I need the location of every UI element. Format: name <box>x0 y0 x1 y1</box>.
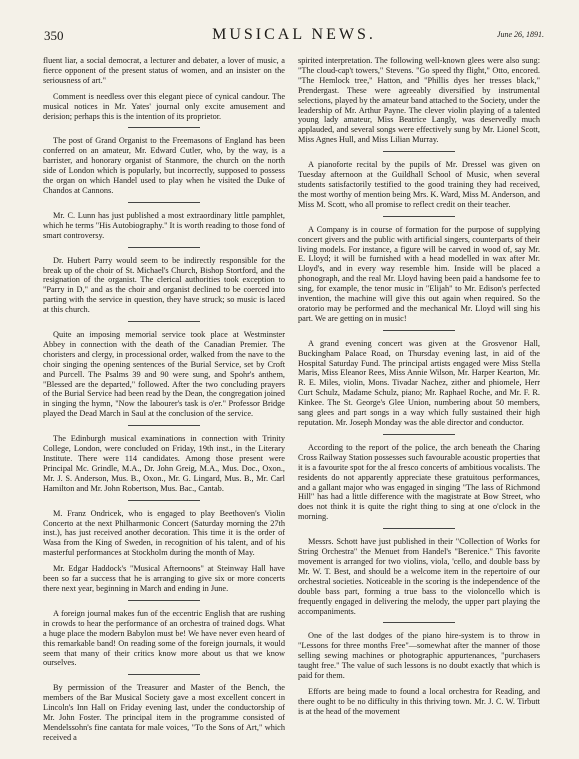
section-divider <box>383 528 455 529</box>
section-divider <box>383 622 455 623</box>
paragraph: fluent liar, a social democrat, a lecturer and debater, a lover of music, a fierce opponent of the present status of women, and an insister on the seriousness of art." <box>43 56 285 85</box>
paragraph: Efforts are being made to found a local orchestra for Reading, and there ought to be no difficulty in this thriving town. Mr. J. C. W. Tirbutt is at the head of the movement <box>298 686 540 716</box>
paragraph: The Edinburgh musical examinations in connection with Trinity College, London, were concluded on Friday, 19th inst., in the Literary Institute. There were 114 candidates. Among those present were Principal Mc. Grindle, M.A., Dr. John Greig, M.A., Mus. Doc., Oxon., Mr. J. S. Anderson, Mus. B., Oxon., Mr. G. Lingard, Mus. B., Mr. Carl Hamilton and Mr. John Robertson, Mus. Bac., Cantab. <box>43 434 285 493</box>
left-column <box>43 56 285 756</box>
paragraph: One of the last dodges of the piano hire-system is to throw in "Lessons for three months Free"—somewhat after the manner of those selling sewing machines or photographic appurtenances, "purchasers taught free." The value of such lessons is no doubt exactly that which is paid for them. <box>298 631 540 681</box>
section-divider <box>383 330 455 331</box>
paragraph: Comment is needless over this elegant piece of cynical candour. The musical notices in Mr. Yates' journal only excite amusement and derision; perhaps this is the intention of its proprietor. <box>43 91 285 121</box>
section-divider <box>128 600 200 601</box>
paragraph: Mr. Edgar Haddock's "Musical Afternoons" at Steinway Hall have been so far a success that he is arranging to give six or more concerts there next year, beginning in March and ending in June. <box>43 564 285 593</box>
paragraph: The post of Grand Organist to the Freemasons of England has been conferred on an amateur, Mr. Edward Cutler, who, by the way, is a barrister, and honorary organist of Stanmore, the church on the north side of London which is popularly, but incorrectly, supposed to possess the organ on which Handel used to play when he visited the Duke of Chandos at Cannons. <box>43 136 285 195</box>
section-divider <box>128 321 200 322</box>
section-divider <box>128 247 200 248</box>
section-divider <box>128 127 200 128</box>
right-column <box>298 56 540 756</box>
paragraph: According to the report of the police, the arch beneath the Charing Cross Railway Station possesses such favourable acoustic properties that it is a favourite spot for the al fresco concerts of ambitious vocalists. The residents do not apparently appreciate these gratuitous performances, and a gallant major who was engaged in singing "The lass of Richmond Hill" has had a little difference with the magistrate at Bow Street, who does not think it is quite the right thing to sing at one o'clock in the morning. <box>298 442 540 522</box>
paragraph: By permission of the Treasurer and Master of the Bench, the members of the Bar Musical Society gave a most excellent concert in Lincoln's Inn Hall on Friday evening last, under the conductorship of Mr. John Foster. The principal item in the programme consisted of Mendelssohn's fine cantata for male voices, "To the Sons of Art," which received a <box>43 683 285 742</box>
section-divider <box>128 425 200 426</box>
section-divider <box>383 151 455 152</box>
paragraph: A foreign journal makes fun of the eccentric English that are rushing in crowds to hear the performance of an orchestra of trained dogs. What a huge place the modern Babylon must be! We have never even heard of this remarkable band! On reading some of the foreign journals, it would seem that many of their critics know more about us that we know ourselves. <box>43 608 285 668</box>
section-divider <box>383 434 455 435</box>
paragraph: spirited interpretation. The following well-known glees were also sung: "The cloud-cap't towers," Stevens. "Go speed thy flight," Otto, encored. "The Hemlock tree," Hatton, and "Phillis dyes her tresses black," Prendergast. These were agreeably diversified by instrumental selections, played by the amateur band attached to the Society, under the leadership of Mr. Arthur Payne. The clever violin playing of a talented young lady amateur, Miss Beatrice Langly, was deservedly much applauded, and several songs were effectively sung by Mr. Lionel Scott, Miss Agnes Hull, and Miss Lilian Murray. <box>298 56 540 145</box>
paragraph: M. Franz Ondricek, who is engaged to play Beethoven's Violin Concerto at the next Philharmonic Concert (Saturday morning the 27th inst.), has just received another decoration. This time it is the order of Wasa from the King of Sweden, in recognition of his talent, and of his masterful performances at Stockholm during the month of May. <box>43 508 285 558</box>
section-divider <box>383 216 455 217</box>
paragraph: A Company is in course of formation for the purpose of supplying concert givers and the public with artificial singers, counterparts of their living models. For instance, a figure will be carved in wood of, say Mr. E. Lloyd; it will be furnished with a head modelled in wax after Mr. Lloyd's, and in every way resemble him. Inside will be placed a phonograph, and the real Mr. Lloyd having been paid a handsome fee to sing, for example, the tenor music in "Elijah" to Mr. Edison's perfected invention, the machine will give this out again when required. So the oratorio may be performed and the mechanical Mr. Lloyd will sing his part. We are getting on in music! <box>298 224 540 323</box>
paragraph: A grand evening concert was given at the Grosvenor Hall, Buckingham Palace Road, on Thursday evening last, in aid of the Hospital Saturday Fund. The principal artists engaged were Miss Stella Maris, Miss Eleanor Rees, Miss Annie Wilson, Mr. Harper Kearton, Mr. R. E. Miles, violin, Mons. Tivadar Nachez, zither and phiomele, Herr Curt Schulz, Madame Schulz, piano; Mr. Raphael Roche, and Mr. F. R. Kinkee. The St. George's Glee Union, numbering about 50 members, sang glees and part songs in a way which fully sustained their high reputation. Mr. Joseph Monday was the able director and conductor. <box>298 338 540 427</box>
paragraph: A pianoforte recital by the pupils of Mr. Dressel was given on Tuesday afternoon at the Guildhall School of Music, when several students satisfactorily testified to the good training they had received, the most worthy of mention being Mrs. K. Ward, Miss M. Anderson, and Miss M. Scott, who all promise to reflect credit on their teacher. <box>298 160 540 209</box>
paragraph: Quite an imposing memorial service took place at Westminster Abbey in connection with the death of the Canadian Premier. The choristers and clergy, in processional order, walked from the nave to the choir singing the opening sentences of the Burial Service, set by Croft and Purcell. The Psalms 39 and 90 were sung, and Spohr's anthem, "Blessed are the departed," followed. After the two concluding prayers of the Burial Service had been read by the Dean, the congregation joined in singing the hymn, "Now the labourer's task is o'er." Professor Bridge played the Dead March in Saul at the conclusion of the service. <box>43 330 285 419</box>
page-header <box>44 26 544 46</box>
masthead-title: MUSICAL NEWS. <box>212 26 376 43</box>
section-divider <box>128 500 200 501</box>
paragraph: Messrs. Schott have just published in their "Collection of Works for String Orchestra" the Menuet from Handel's "Berenice." This favorite movement is arranged for two violins, viola, 'cello, and double bass by Mr. W. T. Best, and should be a welcome item in the repertoire of our orchestral societies. Noticeable in the scoring is the independence of the double bass part, forming a true bass to the violoncello which is frequently engaged in delivering the melody, the upper part playing the accompaniments. <box>298 537 540 616</box>
section-divider <box>128 674 200 675</box>
paragraph: Mr. C. Lunn has just published a most extraordinary little pamphlet, which he terms "His Autobiography." It is worth reading to those fond of smart controversy. <box>43 210 285 240</box>
paragraph: Dr. Hubert Parry would seem to be indirectly responsible for the break up of the choir of St. Michael's Church, Bishop Stortford, and the resignation of the organist. The clerical authorities took exception to "Parry in D," and as the choir and organist declined to be coerced into parting with the service in question, they have struck; so music is laced at this church. <box>43 255 285 315</box>
page-number: 350 <box>44 28 64 43</box>
issue-date: June 26, 1891. <box>496 30 544 39</box>
section-divider <box>128 202 200 203</box>
